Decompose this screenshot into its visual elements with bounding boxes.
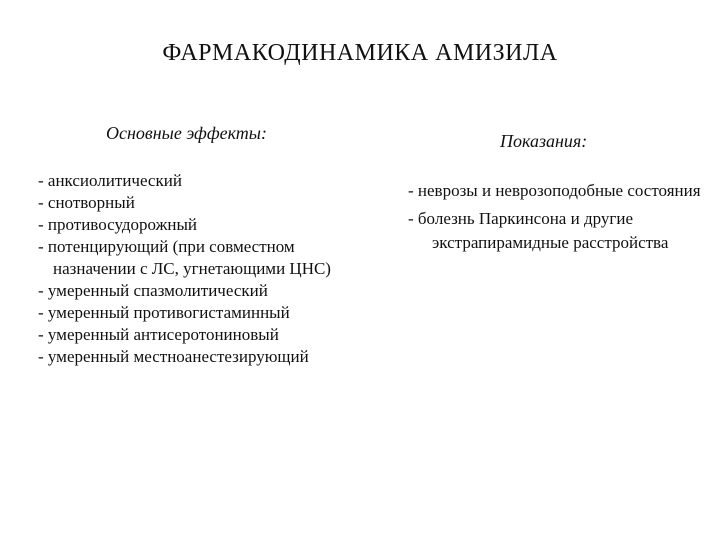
list-item: - противосудорожный	[38, 215, 197, 234]
list-item: - потенцирующий (при совместном назначении с ЛС, угнетающими ЦНС)	[38, 237, 331, 278]
list-item: - неврозы и неврозоподобные состояния	[408, 181, 701, 200]
list-item: - снотворный	[38, 193, 135, 212]
list-item: - умеренный противогистаминный	[38, 303, 290, 322]
list-item: - болезнь Паркинсона и другие экстрапирамидные расстройства	[408, 209, 669, 252]
list-item: - умеренный антисеротониновый	[38, 325, 279, 344]
list-item: - умеренный местноанестезирующий	[38, 347, 309, 366]
effects-column	[38, 122, 378, 368]
page-title: ФАРМАКОДИНАМИКА АМИЗИЛА	[162, 40, 558, 66]
list-item: - анксиолитический	[38, 171, 182, 190]
effects-list	[38, 170, 378, 368]
effects-heading: Основные эффекты:	[106, 123, 267, 143]
indications-heading: Показания:	[500, 131, 588, 151]
list-item: - умеренный спазмолитический	[38, 281, 268, 300]
indications-column	[408, 130, 708, 259]
indications-list	[408, 179, 708, 255]
